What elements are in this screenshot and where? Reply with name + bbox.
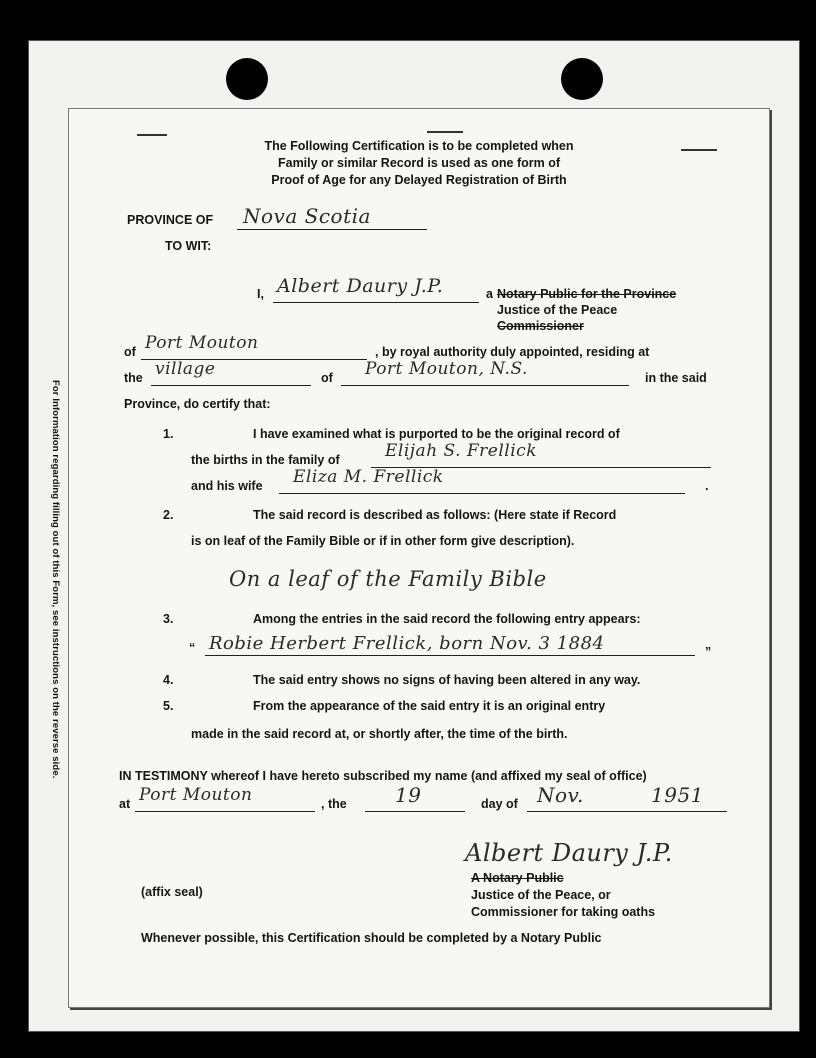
- declarant-prefix: I,: [257, 287, 264, 301]
- month-value: Nov.: [537, 783, 584, 807]
- certification-form: [68, 108, 770, 1008]
- at-line: [135, 811, 315, 812]
- punch-hole-left: [226, 58, 268, 100]
- family-value: Elijah S. Frellick: [385, 441, 538, 461]
- declarant-line: [273, 302, 479, 303]
- at-label: at: [119, 797, 131, 811]
- item-4-number: 4.: [163, 673, 174, 687]
- entry-open-quote: “: [189, 641, 196, 655]
- item-3-text: Among the entries in the said record the following entry appears:: [253, 612, 641, 626]
- year-value: 1951: [651, 783, 704, 807]
- of2-label: of: [321, 371, 333, 385]
- title-notary: Notary Public for the Province: [497, 287, 677, 301]
- to-wit-label: TO WIT:: [165, 239, 212, 253]
- declarant-name: Albert Daury J.P.: [277, 275, 444, 297]
- item-3-number: 3.: [163, 612, 174, 626]
- entry-close-quote: ”: [705, 645, 712, 659]
- item-5-text-2: made in the said record at, or shortly after, the time of the birth.: [191, 727, 568, 741]
- the-line: [151, 385, 311, 386]
- place-value: Port Mouton, N.S.: [365, 359, 528, 379]
- item-5-number: 5.: [163, 699, 174, 713]
- declarant-a: a: [486, 287, 493, 301]
- affix-seal-label: (affix seal): [141, 885, 203, 899]
- province-line: [237, 229, 427, 230]
- entry-value: Robie Herbert Frellick, born Nov. 3 1884: [209, 633, 605, 654]
- sig-title-justice: Justice of the Peace, or: [471, 888, 611, 902]
- of-value: Port Mouton: [145, 333, 259, 353]
- item-4-text: The said entry shows no signs of having been altered in any way.: [253, 673, 641, 687]
- item-1-number: 1.: [163, 427, 174, 441]
- province-label: PROVINCE OF: [127, 213, 214, 227]
- of-label: of: [124, 345, 136, 359]
- province-certify: Province, do certify that:: [124, 397, 271, 411]
- wife-period: .: [705, 479, 709, 493]
- authority-text: , by royal authority duly appointed, residing at: [375, 345, 650, 359]
- place-line: [341, 385, 629, 386]
- sig-title-notary: A Notary Public: [471, 871, 564, 885]
- punch-hole-right: [561, 58, 603, 100]
- province-value: Nova Scotia: [243, 204, 371, 228]
- wife-label: and his wife: [191, 479, 263, 493]
- item-2-text: The said record is described as follows: (Here state if Record: [253, 508, 617, 522]
- entry-line: [205, 655, 695, 656]
- the-date-label: , the: [321, 797, 347, 811]
- wife-value: Eliza M. Frellick: [293, 467, 444, 487]
- day-of-label: day of: [481, 797, 518, 811]
- mark-dash: [681, 149, 717, 151]
- day-value: 19: [395, 783, 422, 807]
- month-line: [527, 811, 727, 812]
- signature: Albert Daury J.P.: [465, 839, 673, 867]
- header-line-3: Proof of Age for any Delayed Registration of Birth: [271, 173, 567, 187]
- title-commissioner: Commissioner: [497, 319, 584, 333]
- item-2-text-2: is on leaf of the Family Bible or if in other form give description).: [191, 534, 575, 548]
- wife-line: [279, 493, 685, 494]
- title-justice: Justice of the Peace: [497, 303, 618, 317]
- at-value: Port Mouton: [139, 785, 253, 805]
- family-label: the births in the family of: [191, 453, 340, 467]
- header-line-2: Family or similar Record is used as one form of: [277, 156, 561, 170]
- mark-dash: [427, 131, 463, 133]
- header-line-1: The Following Certification is to be completed when: [264, 139, 574, 153]
- testimony-text: IN TESTIMONY whereof I have hereto subscribed my name (and affixed my seal of office): [119, 769, 647, 783]
- the-label: the: [124, 371, 143, 385]
- item-5-text: From the appearance of the said entry it is an original entry: [253, 699, 606, 713]
- the-value: village: [155, 359, 216, 379]
- sig-title-commissioner: Commissioner for taking oaths: [471, 905, 656, 919]
- footer-note: Whenever possible, this Certification should be completed by a Notary Public: [141, 931, 602, 945]
- day-line: [365, 811, 465, 812]
- item-2-number: 2.: [163, 508, 174, 522]
- in-said-label: in the said: [645, 371, 707, 385]
- item-1-text: I have examined what is purported to be the original record of: [253, 427, 620, 441]
- mark-dash: [137, 134, 167, 136]
- side-note: For Information regarding filling out of this Form, see instructions on the reverse side.: [50, 380, 61, 779]
- record-description: On a leaf of the Family Bible: [229, 567, 547, 591]
